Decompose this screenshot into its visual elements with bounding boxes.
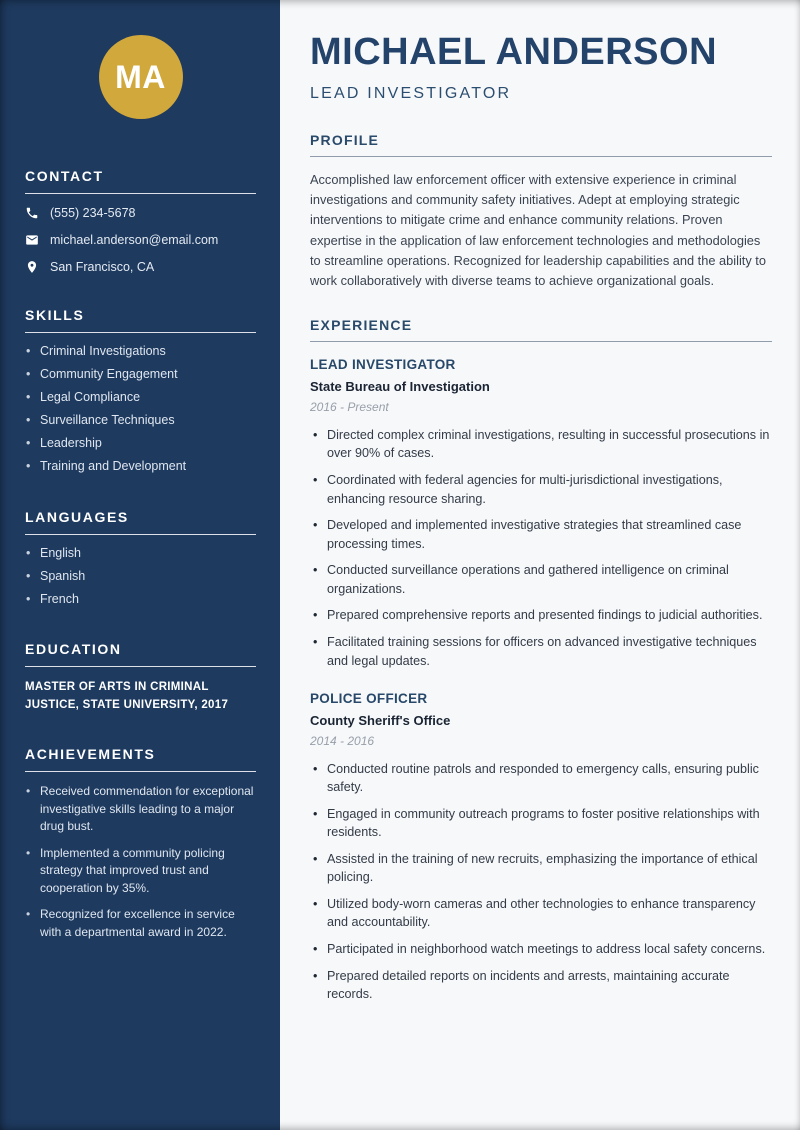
bullet-item: • Coordinated with federal agencies for multi-jurisdictional investigations, enhancing resource sharing.	[310, 471, 772, 508]
bullet-item: • Utilized body-worn cameras and other technologies to enhance transparency and accountability.	[310, 895, 772, 932]
location-icon	[25, 260, 39, 274]
contact-location: San Francisco, CA	[50, 260, 155, 274]
skill-item: • Legal Compliance	[25, 390, 256, 405]
phone-icon	[25, 206, 39, 220]
contact-email: michael.anderson@email.com	[50, 233, 219, 247]
date-range: 2016 - Present	[310, 400, 389, 415]
experience-entry	[310, 691, 772, 1004]
skill-item: • Surveillance Techniques	[25, 413, 256, 428]
contact-phone: (555) 234-5678	[50, 206, 136, 220]
bullet-item: • Developed and implemented investigative strategies that streamlined case processing times.	[310, 516, 772, 553]
job-bullet-list	[310, 760, 772, 1004]
bullet-item: • Participated in neighborhood watch meetings to address local safety concerns.	[310, 940, 772, 958]
job-headline: LEAD INVESTIGATOR	[310, 84, 512, 102]
education-heading: EDUCATION	[25, 641, 256, 667]
bullet-item: • Prepared detailed reports on incidents and arrests, maintaining accurate records.	[310, 967, 772, 1004]
company-name: State Bureau of Investigation	[310, 379, 490, 395]
job-title: POLICE OFFICER	[310, 690, 428, 706]
skill-item: • Community Engagement	[25, 367, 256, 382]
contact-heading: CONTACT	[25, 168, 256, 194]
skills-heading: SKILLS	[25, 307, 256, 333]
job-bullet-list	[310, 426, 772, 670]
experience-heading: EXPERIENCE	[310, 317, 772, 342]
achievements-list	[25, 783, 256, 941]
language-item: • English	[25, 546, 256, 561]
bullet-item: • Conducted surveillance operations and gathered intelligence on criminal organizations.	[310, 561, 772, 598]
languages-heading: LANGUAGES	[25, 509, 256, 535]
achievements-heading: ACHIEVEMENTS	[25, 746, 256, 772]
bullet-item: • Conducted routine patrols and responded to emergency calls, ensuring public safety.	[310, 760, 772, 797]
company-name: County Sheriff's Office	[310, 712, 451, 728]
contact-list	[25, 206, 256, 274]
bullet-item: • Assisted in the training of new recruits, emphasizing the importance of ethical policing.	[310, 850, 772, 887]
skill-item: • Leadership	[25, 436, 256, 451]
sidebar	[0, 0, 280, 1130]
achievement-item: • Received commendation for exceptional investigative skills leading to a major drug bust.	[25, 783, 256, 836]
languages-list	[25, 546, 256, 607]
bullet-item: • Facilitated training sessions for officers on advanced investigative techniques and legal updates.	[310, 633, 772, 670]
achievement-item: • Recognized for excellence in service with a departmental award in 2022.	[25, 906, 256, 941]
email-icon	[25, 233, 39, 247]
skill-item: • Training and Development	[25, 459, 256, 474]
language-item: • Spanish	[25, 569, 256, 584]
profile-text: Accomplished law enforcement officer with extensive experience in criminal investigations and community safety initiatives. Adept at employing strategic interventions to mitigate crime and enhance community relations. Proven expertise in the application of law enforcement technologies and methodologies to streamline operations. Recognized for leadership capabilities and the ability to work collaboratively with diverse teams to achieve organizational goals.	[310, 171, 766, 288]
avatar-initials: MA	[115, 58, 166, 95]
contact-item-email	[25, 233, 256, 247]
job-title: LEAD INVESTIGATOR	[310, 357, 456, 373]
contact-item-phone	[25, 206, 256, 220]
experience-entry	[310, 357, 772, 670]
contact-item-location	[25, 260, 256, 274]
page-title: MICHAEL ANDERSON	[310, 31, 718, 73]
avatar	[99, 35, 183, 119]
main-content	[280, 0, 800, 1130]
profile-heading: PROFILE	[310, 132, 772, 157]
bullet-item: • Directed complex criminal investigations, resulting in successful prosecutions in over 90% of cases.	[310, 426, 772, 463]
bullet-item: • Prepared comprehensive reports and presented findings to judicial authorities.	[310, 606, 772, 624]
skills-list	[25, 344, 256, 474]
date-range: 2014 - 2016	[310, 733, 375, 748]
education-degree: MASTER OF ARTS IN CRIMINAL JUSTICE, STATE UNIVERSITY, 2017	[25, 681, 229, 711]
bullet-item: • Engaged in community outreach programs to foster positive relationships with residents.	[310, 805, 772, 842]
achievement-item: • Implemented a community policing strategy that improved trust and cooperation by 35%.	[25, 845, 256, 898]
language-item: • French	[25, 592, 256, 607]
skill-item: • Criminal Investigations	[25, 344, 256, 359]
